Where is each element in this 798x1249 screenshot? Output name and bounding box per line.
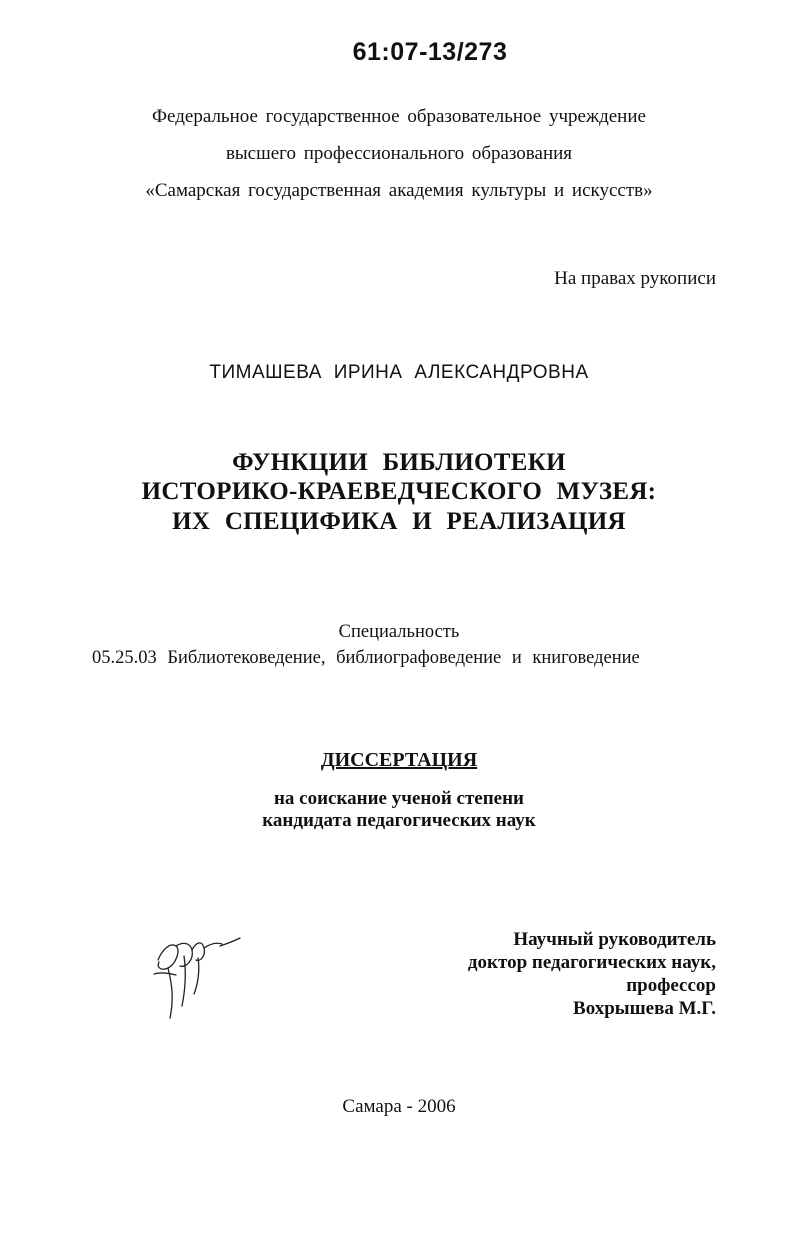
- title-line-1: ФУНКЦИИ БИБЛИОТЕКИ: [232, 449, 566, 476]
- specialty-label: Специальность: [338, 622, 460, 642]
- title-line-2: ИСТОРИКО-КРАЕВЕДЧЕСКОГО МУЗЕЯ:: [141, 478, 657, 505]
- advisor-name: Вохрышева М.Г.: [573, 998, 716, 1019]
- degree-line-1: на соискание ученой степени: [273, 788, 524, 809]
- signature: [146, 928, 246, 1023]
- title-line-3: ИХ СПЕЦИФИКА И РЕАЛИЗАЦИЯ: [172, 508, 626, 535]
- degree-line-2: кандидата педагогических наук: [262, 810, 536, 831]
- work-type: ДИССЕРТАЦИЯ: [320, 749, 478, 771]
- institution-line-2: высшего профессионального образования: [225, 143, 573, 164]
- specialty-code: 05.25.03 Библиотековедение, библиографоведение и книговедение: [92, 648, 640, 668]
- catalog-number: 61:07-13/273: [352, 38, 508, 66]
- author-name: ТИМАШЕВА ИРИНА АЛЕКСАНДРОВНА: [209, 362, 589, 383]
- institution-line-3: «Самарская государственная академия культуры и искусств»: [145, 180, 653, 201]
- manuscript-note: На правах рукописи: [554, 268, 716, 289]
- advisor-role: Научный руководитель: [513, 929, 716, 950]
- place-year: Самара - 2006: [342, 1096, 456, 1117]
- institution-line-1: Федеральное государственное образовательное учреждение: [152, 106, 646, 127]
- advisor-degree: доктор педагогических наук,: [467, 952, 716, 973]
- advisor-rank: профессор: [626, 975, 716, 996]
